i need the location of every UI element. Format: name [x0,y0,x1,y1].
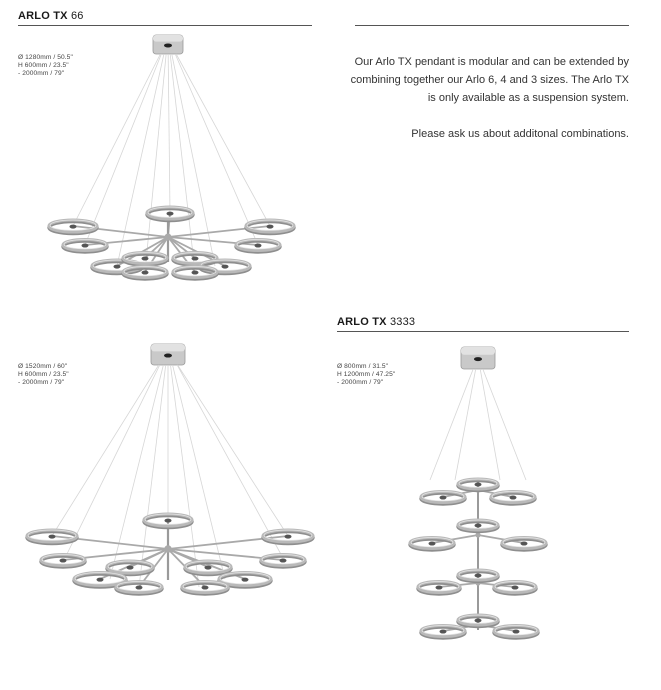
ring-lamp [475,574,482,578]
suspension-cable [176,54,270,226]
center-hub [165,234,172,241]
ring-lamp [280,559,287,563]
ring-lamp [513,630,520,634]
ring-lamp [521,542,528,546]
ring-lamp [205,566,212,570]
ring-lamp [192,271,199,275]
canopy-highlight [461,347,495,355]
suspension-cable [52,365,159,536]
ring-lamp [267,225,274,229]
product-name: ARLO TX [18,10,68,22]
product-size: 3333 [389,316,416,328]
ring-lamp [475,524,482,528]
ring-lamp [165,519,172,523]
ring-lamp [49,535,56,539]
description-paragraph-2: Please ask us about additonal combinations. [411,128,629,140]
canopy-hole [164,354,172,358]
suspension-cable [480,369,500,480]
spec-height: H 600mm / 23.5" [18,62,69,69]
ring-lamp [440,630,447,634]
canopy-hole [474,357,482,361]
spec-height-max: - 2000mm / 79" [337,379,384,386]
suspension-cable [65,365,160,558]
ring-lamp [97,578,104,582]
suspension-cable [170,365,199,587]
ring-lamp [222,265,229,269]
center-hub [164,545,172,553]
ring-lamp [82,244,89,248]
ring-lamp [475,483,482,487]
spec-height-max: - 2000mm / 79" [18,70,65,77]
ring-lamp [242,578,249,582]
ring-lamp [436,586,443,590]
spec-height-max: - 2000mm / 79" [18,379,65,386]
product-size: 66 [70,10,84,22]
ring-lamp [192,257,199,261]
ring-lamp [202,586,209,590]
product-name: ARLO TX [337,316,387,328]
ring-lamp [60,559,67,563]
ring-lamp [70,225,77,229]
ring-lamp [255,244,262,248]
ring-lamp [510,496,517,500]
spec-height: H 600mm / 23.5" [18,371,69,378]
spec-diameter: Ø 1280mm / 50.5" [18,54,73,61]
ring-lamp [142,257,149,261]
suspension-cable [168,54,170,213]
suspension-cable [483,369,526,480]
canopy-highlight [153,35,183,42]
suspension-cable [177,365,283,558]
ring-lamp [512,586,519,590]
ring-lamp [440,496,447,500]
spec-height: H 1200mm / 47.25" [337,371,396,378]
ring-lamp [136,586,143,590]
suspension-cable [430,369,473,480]
ring-lamp [114,265,121,269]
ring-lamp [142,271,149,275]
ring-lamp [285,535,292,539]
description-paragraph-1: Our Arlo TX pendant is modular and can be extended by combining together our Arlo 6, 4 and 3 sizes. The Arlo TX is only available as a suspension system. [350,56,629,104]
spec-diameter: Ø 800mm / 31.5" [337,363,389,370]
ring-lamp [167,212,174,216]
suspension-cable [73,54,160,226]
ring-lamp [127,566,134,570]
ring-lamp [475,619,482,623]
suspension-cable [178,365,288,536]
ring-lamp [429,542,436,546]
canopy-highlight [151,344,185,351]
canopy-hole [164,43,172,47]
spec-diameter: Ø 1520mm / 60" [18,363,68,370]
suspension-cable [455,369,476,480]
